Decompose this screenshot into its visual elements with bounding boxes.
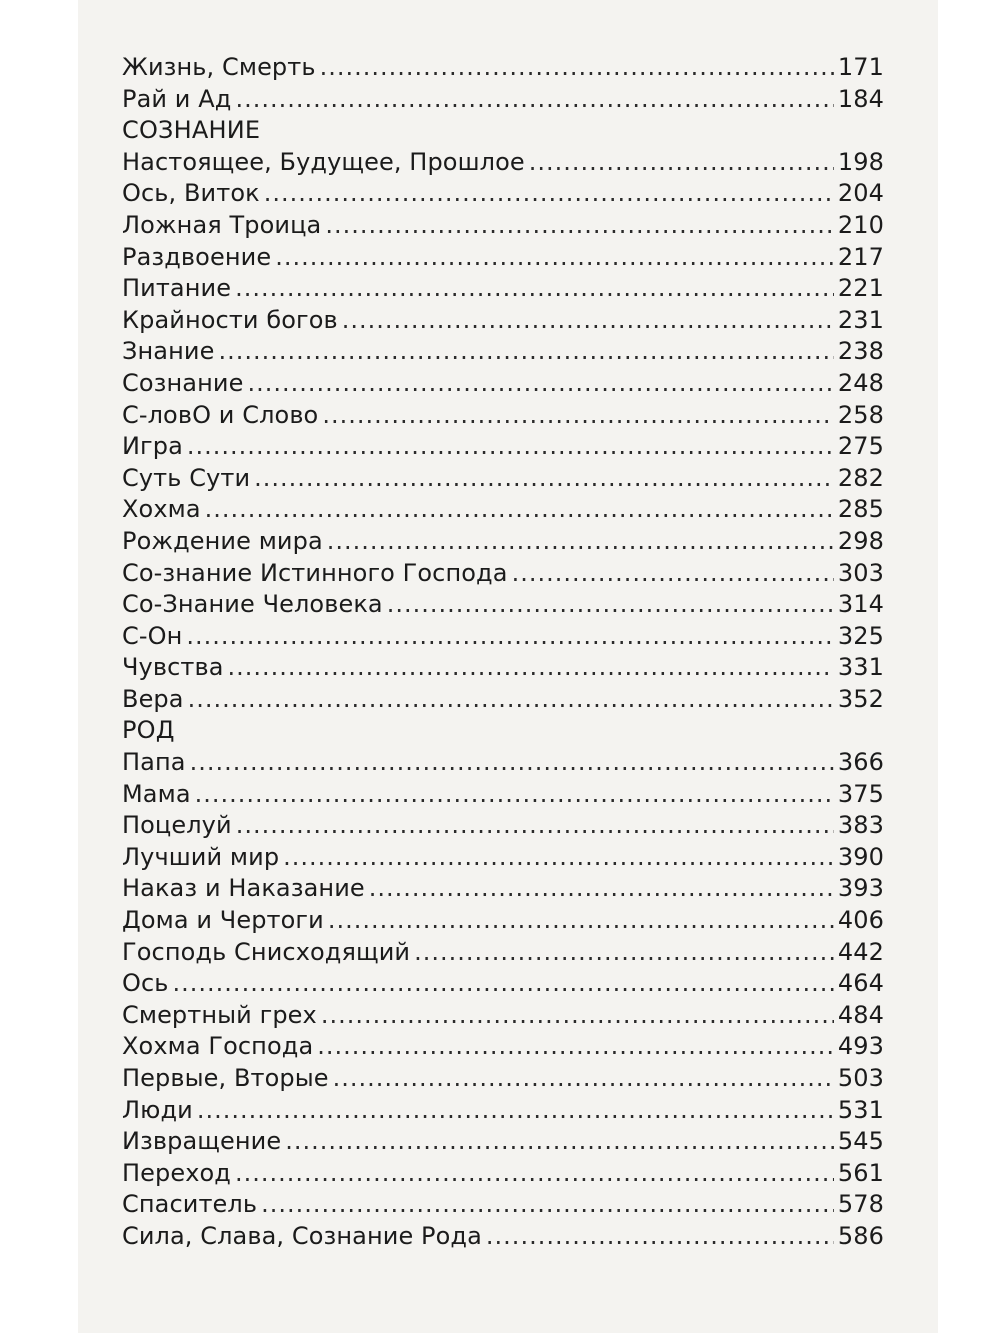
toc-entry [122,684,884,716]
entry-title: Люди [122,1095,193,1124]
toc-entry [122,1095,884,1127]
entry-title: Наказ и Наказание [122,874,365,903]
page-number: 484 [837,1000,884,1029]
toc-entry [122,842,884,874]
page-number: 375 [837,779,884,808]
page-number: 586 [837,1221,884,1250]
entry-title: Вера [122,684,184,713]
dot-leader [328,905,834,937]
page-number: 298 [837,526,884,555]
page-number: 493 [837,1032,884,1061]
page-number: 383 [837,811,884,840]
toc-entry [122,463,884,495]
table-of-contents [122,52,884,1253]
entry-title: Ложная Троица [122,210,322,239]
toc-entry [122,368,884,400]
entry-title: Суть Сути [122,463,251,492]
page-number: 248 [837,368,884,397]
toc-entry [122,1158,884,1190]
entry-title: Сознание [122,368,244,397]
toc-entry [122,52,884,84]
dot-leader [236,810,834,842]
page-number: 231 [837,305,884,334]
toc-entry [122,589,884,621]
dot-leader [235,1158,834,1190]
dot-leader [321,1000,834,1032]
toc-entry [122,336,884,368]
toc-entry [122,431,884,463]
entry-title: Ось [122,969,169,998]
toc-entry [122,558,884,590]
entry-title: Лучший мир [122,842,280,871]
dot-leader [333,1063,834,1095]
dot-leader [327,526,834,558]
dot-leader [387,589,834,621]
toc-entry [122,210,884,242]
page-number: 442 [837,937,884,966]
toc-entry [122,1221,884,1253]
dot-leader [275,242,834,274]
dot-leader [195,779,834,811]
entry-title: Со-Знание Человека [122,590,383,619]
entry-title: Питание [122,274,232,303]
toc-section-heading [122,715,884,747]
entry-title: Господь Снисходящий [122,937,411,966]
dot-leader [529,147,834,179]
toc-entry [122,178,884,210]
entry-title: Спаситель [122,1190,258,1219]
dot-leader [369,873,834,905]
entry-title: С-Он [122,621,183,650]
page-number: 325 [837,621,884,650]
dot-leader [320,52,834,84]
page-number: 285 [837,495,884,524]
entry-title: Рождение мира [122,526,323,555]
entry-title: Раздвоение [122,242,272,271]
toc-entry [122,273,884,305]
toc-entry [122,779,884,811]
entry-title: Крайности богов [122,305,338,334]
dot-leader [188,684,834,716]
page-number: 331 [837,653,884,682]
toc-entry [122,147,884,179]
dot-leader [254,463,834,495]
page-number: 545 [837,1127,884,1156]
page-number: 352 [837,684,884,713]
page-number: 503 [837,1064,884,1092]
toc-entry [122,937,884,969]
page-number: 531 [837,1095,884,1124]
toc-entry [122,400,884,432]
dot-leader [197,1095,834,1127]
page-number: 406 [837,906,884,935]
entry-title: Первые, Вторые [122,1064,329,1092]
section-title: РОД [122,716,175,745]
page-number: 366 [837,748,884,777]
page-number: 464 [837,969,884,998]
toc-entry [122,747,884,779]
page-number: 561 [837,1158,884,1187]
dot-leader [218,336,833,368]
toc-entry [122,305,884,337]
dot-leader [173,968,834,1000]
page-number: 171 [837,53,884,81]
toc-entry [122,810,884,842]
page-number: 258 [837,400,884,429]
page-number: 390 [837,842,884,871]
dot-leader [205,494,834,526]
entry-title: Поцелуй [122,811,232,840]
dot-leader [186,621,833,653]
dot-leader [283,842,834,874]
entry-title: Хохма [122,495,201,524]
entry-title: Жизнь, Смерть [122,53,316,81]
dot-leader [247,368,833,400]
dot-leader [322,400,834,432]
toc-entry [122,1063,884,1095]
entry-title: Настоящее, Будущее, Прошлое [122,147,525,176]
entry-title: Чувства [122,653,224,682]
dot-leader [486,1221,834,1253]
page-number: 184 [837,84,884,113]
entry-title: Ось, Виток [122,179,260,208]
dot-leader [187,431,834,463]
dot-leader [342,305,834,337]
entry-title: Сила, Слава, Сознание Рода [122,1221,482,1250]
toc-entry [122,968,884,1000]
entry-title: Папа [122,748,186,777]
toc-entry [122,1031,884,1063]
section-title: СОЗНАНИЕ [122,116,261,145]
dot-leader [512,558,834,590]
toc-entry [122,873,884,905]
entry-title: Смертный грех [122,1000,317,1029]
page-number: 393 [837,874,884,903]
page-number: 198 [837,147,884,176]
toc-entry [122,242,884,274]
entry-title: Игра [122,432,183,461]
dot-leader [414,937,834,969]
dot-leader [317,1031,834,1063]
page-number: 221 [837,274,884,303]
dot-leader [285,1126,834,1158]
page-number: 210 [837,210,884,239]
toc-entry [122,905,884,937]
entry-title: Дома и Чертоги [122,906,324,935]
page-number: 275 [837,432,884,461]
page-number: 217 [837,242,884,271]
page-number: 314 [837,590,884,619]
toc-entry [122,526,884,558]
toc-entry [122,652,884,684]
dot-leader [264,178,834,210]
entry-title: Извращение [122,1127,282,1156]
toc-entry [122,1189,884,1221]
entry-title: Со-знание Истинного Господа [122,558,508,587]
entry-title: Хохма Господа [122,1032,314,1061]
entry-title: С-ловО и Слово [122,400,319,429]
dot-leader [190,747,834,779]
toc-section-heading [122,115,884,147]
toc-entry [122,1000,884,1032]
toc-entry [122,621,884,653]
page-number: 282 [837,463,884,492]
toc-entry [122,494,884,526]
entry-title: Знание [122,337,215,366]
dot-leader [235,273,834,305]
page-number: 578 [837,1190,884,1219]
dot-leader [325,210,834,242]
page-number: 238 [837,337,884,366]
entry-title: Рай и Ад [122,84,232,113]
page-number: 204 [837,179,884,208]
toc-entry [122,84,884,116]
dot-leader [261,1189,834,1221]
entry-title: Переход [122,1158,231,1187]
page-number: 303 [837,558,884,587]
entry-title: Мама [122,779,191,808]
dot-leader [228,652,834,684]
toc-entry [122,1126,884,1158]
dot-leader [235,84,833,116]
